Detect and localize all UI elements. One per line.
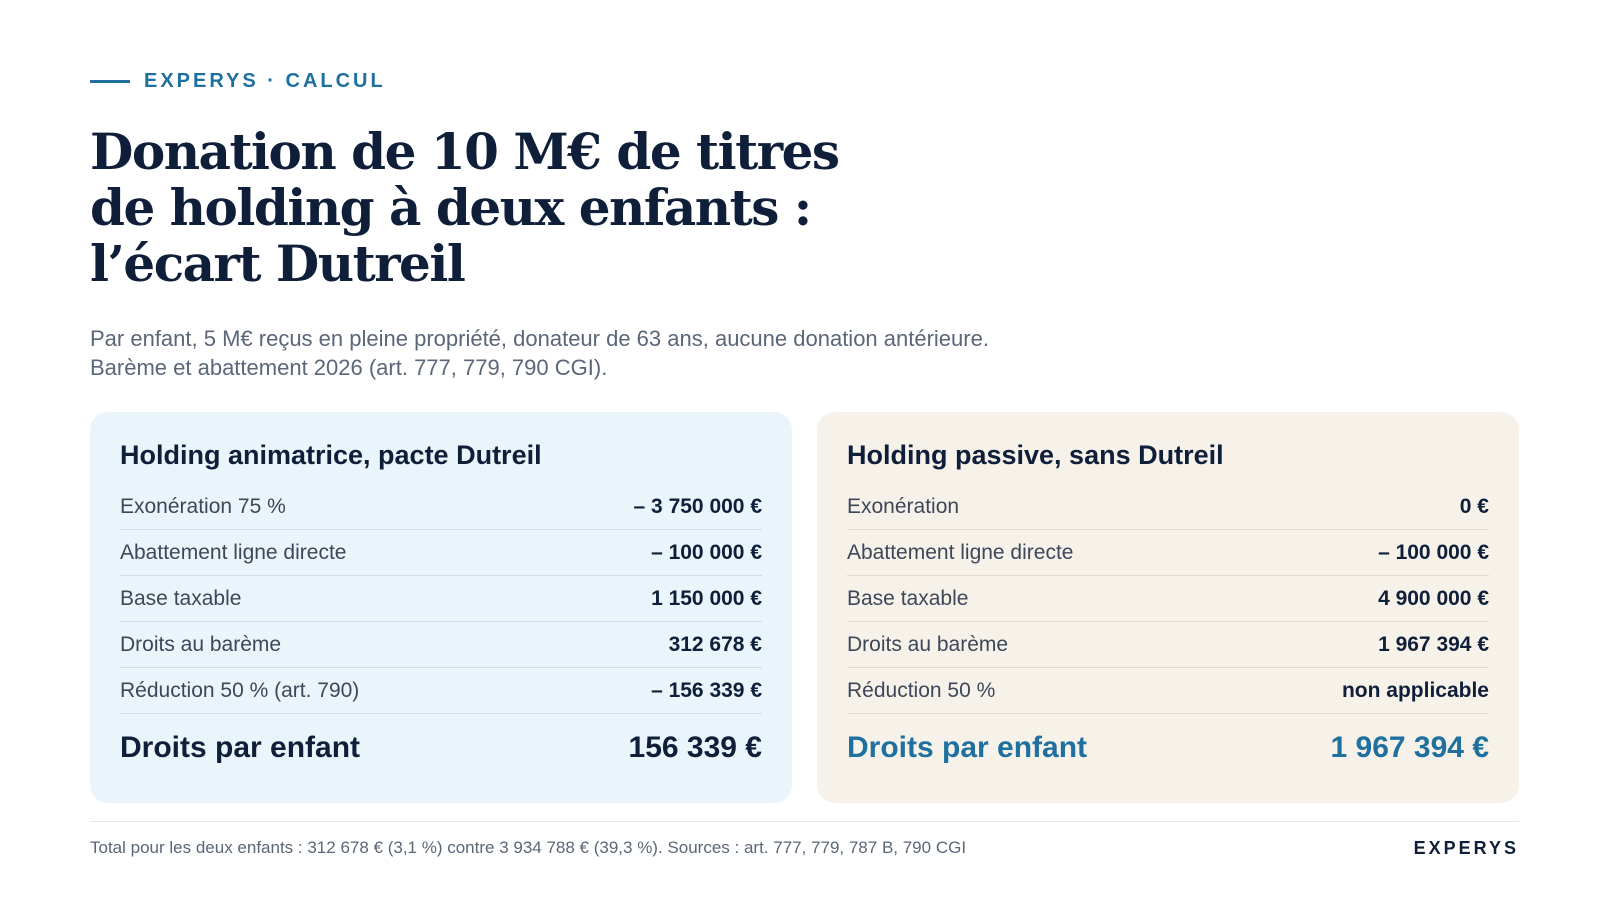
brand-logo: EXPERYS	[1413, 838, 1519, 858]
total-label: Droits par enfant	[847, 731, 1088, 764]
page-title: Donation de 10 M€ de titres de holding à deux enfants : l’écart Dutreil	[90, 122, 839, 293]
table-row	[847, 484, 1489, 530]
row-value: 1 967 394 €	[1378, 632, 1489, 656]
table-row	[847, 668, 1489, 714]
row-value: – 100 000 €	[651, 540, 762, 564]
row-value: – 100 000 €	[1378, 540, 1489, 564]
card-title: Holding passive, sans Dutreil	[847, 440, 1224, 470]
row-value: 1 150 000 €	[651, 586, 762, 610]
row-value: 312 678 €	[668, 632, 762, 656]
table-row	[847, 530, 1489, 576]
row-value: 0 €	[1459, 494, 1489, 518]
row-value: 4 900 000 €	[1378, 586, 1489, 610]
card-title: Holding animatrice, pacte Dutreil	[120, 440, 542, 470]
row-label: Réduction 50 % (art. 790)	[120, 678, 360, 702]
subtitle-line-2: Barème et abattement 2026 (art. 777, 779, 790 CGI).	[90, 355, 608, 380]
row-value: – 156 339 €	[651, 678, 762, 702]
row-label: Exonération 75 %	[120, 494, 286, 518]
subtitle-line-1: Par enfant, 5 M€ reçus en pleine propriété, donateur de 63 ans, aucune donation antérieure.	[90, 326, 989, 351]
total-label: Droits par enfant	[120, 731, 361, 764]
total-row	[847, 714, 1489, 782]
total-value: 1 967 394 €	[1330, 731, 1489, 764]
total-row	[120, 714, 762, 782]
table-row	[120, 530, 762, 576]
card-sans-dutreil	[817, 412, 1519, 803]
table-row	[120, 576, 762, 622]
table-row	[120, 484, 762, 530]
footnote: Total pour les deux enfants : 312 678 € (3,1 %) contre 3 934 788 € (39,3 %). Sources : art. 777, 779, 787 B, 790 CGI	[90, 838, 967, 857]
eyebrow-rule	[90, 80, 130, 83]
page-subtitle	[90, 324, 1190, 382]
row-label: Réduction 50 %	[847, 678, 996, 702]
table-row	[847, 622, 1489, 668]
table-row	[120, 622, 762, 668]
row-value: non applicable	[1341, 678, 1489, 702]
card-dutreil	[90, 412, 792, 803]
row-label: Droits au barème	[120, 632, 282, 656]
row-label: Base taxable	[120, 586, 242, 610]
footer-divider	[90, 821, 1519, 822]
row-value: – 3 750 000 €	[633, 494, 762, 518]
row-label: Base taxable	[847, 586, 969, 610]
eyebrow	[90, 70, 386, 93]
total-value: 156 339 €	[628, 731, 762, 764]
row-label: Droits au barème	[847, 632, 1009, 656]
row-label: Abattement ligne directe	[847, 540, 1074, 564]
table-row	[120, 668, 762, 714]
table-row	[847, 576, 1489, 622]
row-label: Exonération	[847, 494, 960, 518]
row-label: Abattement ligne directe	[120, 540, 347, 564]
eyebrow-label: EXPERYS · CALCUL	[144, 70, 386, 92]
